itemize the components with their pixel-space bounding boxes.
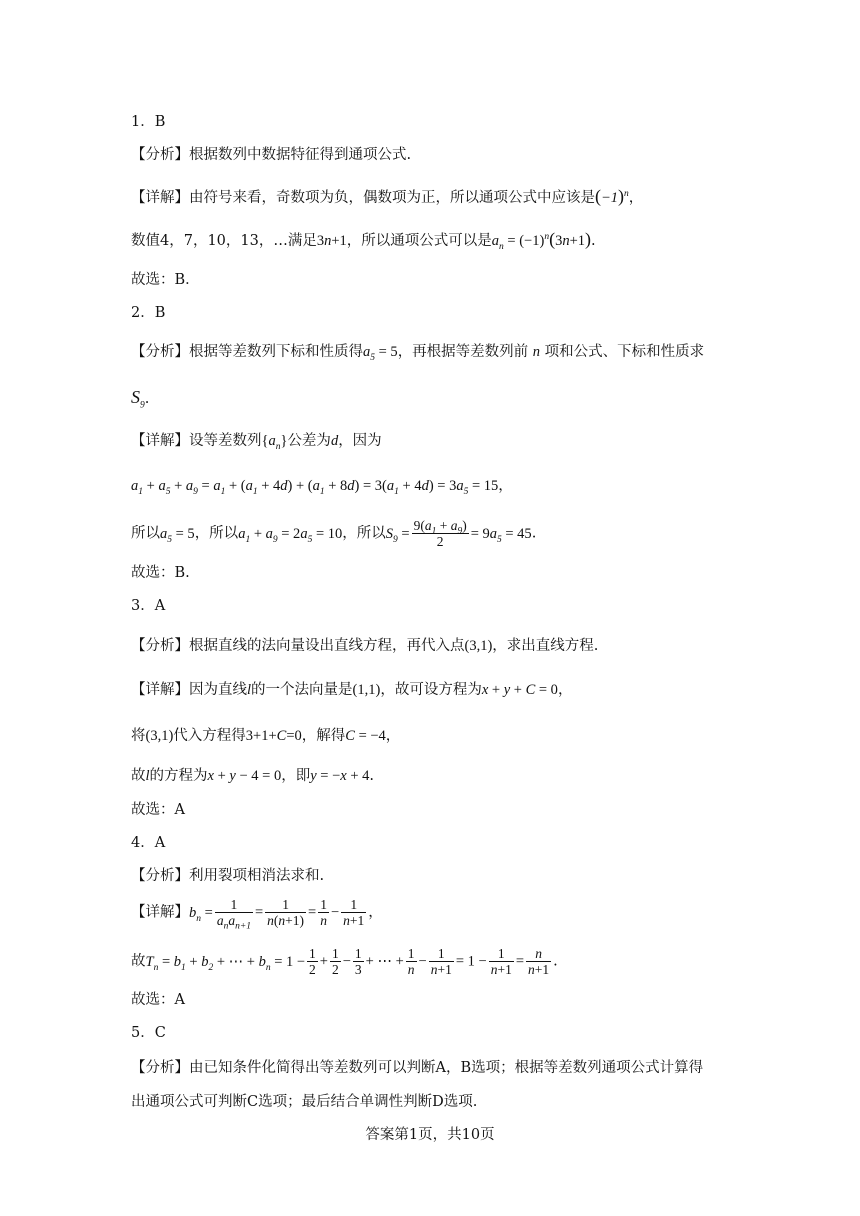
q1-answer: 1．B: [131, 114, 166, 130]
q5-answer: 5．C: [131, 1025, 166, 1041]
q3-detail-line3: 故l的方程为x + y − 4 = 0，即y = −x + 4.: [131, 768, 374, 784]
q4-answer: 4．A: [131, 835, 166, 851]
q2-analysis-line2: $S_9$.: [131, 387, 150, 411]
q2-answer: 2．B: [131, 305, 166, 321]
q3-detail-line1: 【详解】因为直线l的一个法向量是(1,1)，故可设方程为x + y + C = 0，: [131, 682, 573, 698]
q1-conclusion: 故选：B．: [131, 272, 200, 288]
q4-detail-line2: 故$T_n = b_1 + b_2$ + ⋯ + $b_n = 1$ − $\frac{1}{2}$ + $\frac{1}{2}$ − $\frac{1}{3}$ + ⋯ + $\frac{1}{n}$ − $\frac{1}{n+1}$ = 1 − $\frac{1}{n+1}$ = $\frac{n}{n+1}$ .: [131, 946, 558, 977]
q4-conclusion: 故选：A: [131, 992, 185, 1008]
q5-analysis-line1: 【分析】由已知条件化简得出等差数列可以判断A，B选项；根据等差数列通项公式计算得: [131, 1060, 704, 1076]
q1-analysis: 【分析】根据数列中数据特征得到通项公式.: [131, 147, 412, 163]
q4-detail-line1: 【详解】$b_n$ = $\frac{1}{a_na_{n+1}}$ = $\frac{1}{n(n+1)}$ = $\frac{1}{n}$ − $\frac{1}{n+1}$ ，: [131, 897, 383, 932]
q3-conclusion: 故选：A: [131, 802, 185, 818]
q2-detail-line2: $a_1 + a_5 + a_9 = a_1 + (a_1 + 4d) + (a_1 + 8d) = 3(a_1 + 4d) = 3a_5 = 15$，: [131, 478, 513, 497]
q2-detail-line1: 【详解】设等差数列$\{a_n\}$公差为d，因为: [131, 433, 382, 452]
q2-analysis-line1: 【分析】根据等差数列下标和性质得$a_5 = 5$，再根据等差数列前 n 项和公式、下标和性质求: [131, 344, 705, 363]
q2-detail-line3: 所以$a_5 = 5$，所以$a_1 + a_9 = 2a_5 = 10$，所以$S_9$ = $\frac{9(a_1 + a_9)}{2}$ = $9a_5 = 45$.: [131, 518, 537, 549]
q1-detail-line2: 数值4，7，10，13，…满足3n+1，所以通项公式可以是$a_n = (-1)^n(3n+1)$.: [131, 229, 596, 252]
q4-analysis: 【分析】利用裂项相消法求和.: [131, 868, 325, 884]
page-footer: 答案第1页，共10页: [365, 1127, 495, 1143]
q1-detail-line1: 【详解】由符号来看，奇数项为负，偶数项为正，所以通项公式中应该是$(-1)^n$，: [131, 186, 644, 206]
q3-answer: 3．A: [131, 598, 166, 614]
q2-conclusion: 故选：B.: [131, 565, 190, 581]
q5-analysis-line2: 出通项公式可判断C选项；最后结合单调性判断D选项.: [131, 1094, 478, 1110]
q3-analysis: 【分析】根据直线的法向量设出直线方程，再代入点(3,1)，求出直线方程.: [131, 638, 599, 654]
q3-detail-line2: 将(3,1)代入方程得3+1+C=0，解得C = −4，: [131, 728, 401, 744]
